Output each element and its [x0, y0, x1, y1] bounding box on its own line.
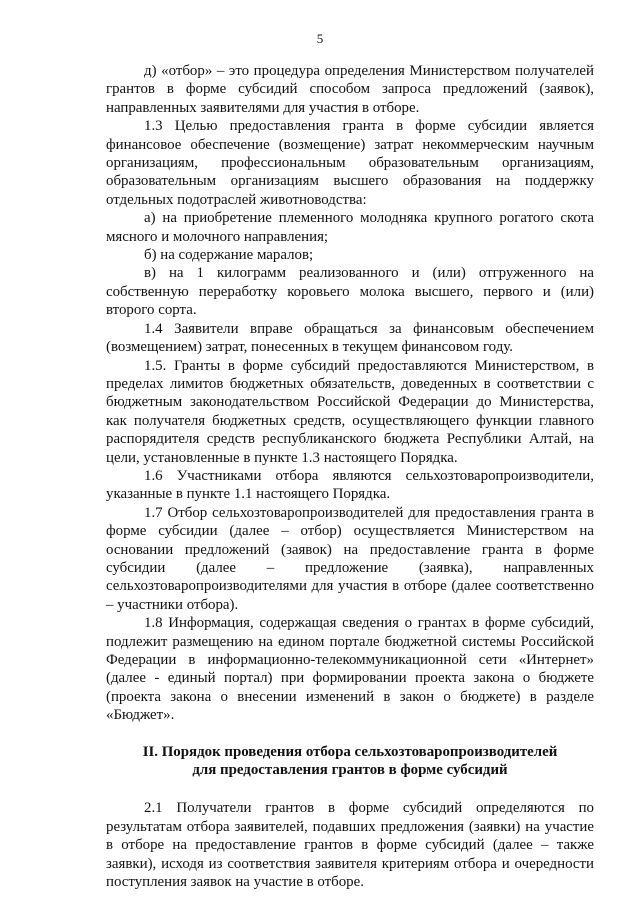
paragraph-1-6: 1.6 Участниками отбора являются сельхозтоваропроизводители, указанные в пункте 1.1 настоящего Порядка. [106, 467, 594, 503]
paragraph-1-7: 1.7 Отбор сельхозтоваропроизводителей для предоставления гранта в форме субсидии (далее – отбор) осуществляется Министерством на основании предложений (заявок) на предоставление гранта в форме субсидии (далее – предложение (заявка), направленных сельхозтоваропроизводителями для участия в отборе (далее соответственно – участники отбора). [106, 504, 594, 613]
paragraph-2-1: 2.1 Получатели грантов в форме субсидий определяются по результатам отбора заявителей, подавших предложения (заявки) на участие в отборе на предоставление грантов в форме субсидий (далее – также заявки), исходя из соответствия заявителя критериям отбора и очередности поступления заявок на участие в отборе. [106, 800, 594, 891]
paragraph-1-8: 1.8 Информация, содержащая сведения о грантах в форме субсидий, подлежит размещению на едином портале бюджетной системы Российской Федерации в информационно-телекоммуникационной сети «Интернет» (далее - единый портал) при формировании проекта закона о бюджете (проекта закона о внесении изменений в закон о бюджете) в разделе «Бюджет». [106, 615, 594, 724]
document-body [106, 62, 594, 891]
section-heading [106, 743, 594, 780]
list-item-v-milk: в) на 1 килограмм реализованного и (или) отгруженного на собственную переработку коровьего молока высшего, первого и (или) второго сорта. [106, 265, 594, 319]
section-heading-line-2: для предоставления грантов в форме субсидий [192, 762, 508, 779]
list-item-b-marals: б) на содержание маралов; [144, 247, 314, 264]
paragraph-definition-otbor: д) «отбор» – это процедура определения Министерством получателей грантов в форме субсидий способом запроса предложений (заявок), направленных заявителями для участия в отборе. [106, 63, 594, 116]
paragraph-1-3-purpose: 1.3 Целью предоставления гранта в форме субсидии является финансовое обеспечение (возмещение) затрат некоммерческим научным организациям, профессиональным образовательным организациям, образовательным организациям высшего образования на поддержку отдельных подотраслей животноводства: [106, 118, 594, 208]
page-number: 5 [316, 31, 324, 46]
list-item-a-cattle: а) на приобретение племенного молодняка крупного рогатого скота мясного и молочного направления; [106, 210, 594, 245]
paragraph-1-4: 1.4 Заявители вправе обращаться за финансовым обеспечением (возмещением) затрат, понесенных в текущем финансовом году. [106, 320, 594, 356]
heading-spacer [106, 779, 594, 799]
paragraph-1-5: 1.5. Гранты в форме субсидий предоставляются Министерством, в пределах лимитов бюджетных обязательств, доведенных в соответствии с бюджетным законодательством Российской Федерации до Министерства, как получателя бюджетных средств, осуществляющего функции главного распорядителя средств республиканского бюджета Республики Алтай, на цели, установленные в пункте 1.3 настоящего Порядка. [106, 357, 594, 466]
section-heading-line-1: II. Порядок проведения отбора сельхозтоваропроизводителей [142, 743, 558, 760]
